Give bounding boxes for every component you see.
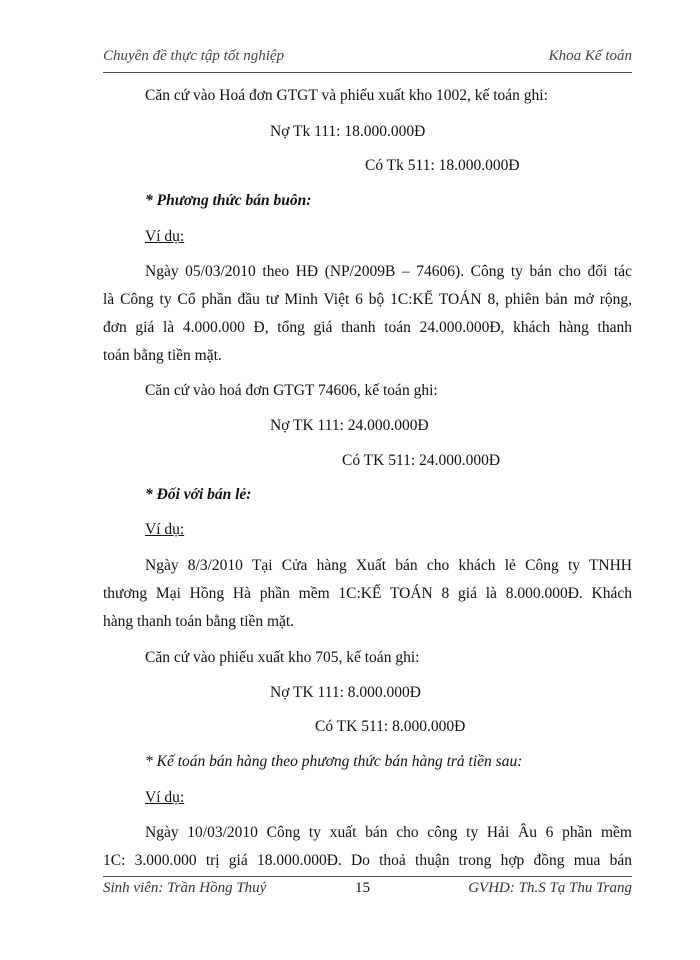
header-department: Khoa Kế toán xyxy=(548,48,632,64)
paragraph-line: Ngày 10/03/2010 Công ty xuất bán cho công ty Hải Âu 6 phần mềm xyxy=(145,824,632,841)
paragraph-line: thương Mại Hồng Hà phần mềm 1C:KẾ TOÁN 8 giá là 8.000.000Đ. Khách xyxy=(103,585,632,602)
section-heading: * Kế toán bán hàng theo phương thức bán hàng trả tiền sau: xyxy=(145,753,523,770)
footer-rule xyxy=(103,876,632,877)
debit-entry: Nợ Tk 111: 18.000.000Đ xyxy=(270,123,426,140)
paragraph-line: Ngày 05/03/2010 theo HĐ (NP/2009B – 74606). Công ty bán cho đối tác xyxy=(145,263,632,280)
example-label: Ví dụ: xyxy=(145,521,185,538)
page-footer xyxy=(103,880,632,902)
paragraph-line: 1C: 3.000.000 trị giá 18.000.000Đ. Do thoả thuận trong hợp đồng mua bán xyxy=(103,852,632,869)
paragraph-line: đơn giá là 4.000.000 Đ, tổng giá thanh toán 24.000.000Đ, khách hàng thanh xyxy=(103,319,632,336)
paragraph-line: Ngày 8/3/2010 Tại Cửa hàng Xuất bán cho khách lẻ Công ty TNHH xyxy=(145,557,632,574)
paragraph-line: hàng thanh toán bằng tiền mặt. xyxy=(103,613,295,630)
footer-student: Sinh viên: Trần Hồng Thuý xyxy=(103,880,267,896)
page-number: 15 xyxy=(355,880,370,896)
section-heading: * Phương thức bán buôn: xyxy=(145,192,312,209)
text-line: Căn cứ vào hoá đơn GTGT 74606, kế toán ghi: xyxy=(145,382,438,399)
debit-entry: Nợ TK 111: 24.000.000Đ xyxy=(270,417,429,434)
paragraph-line: là Công ty Cổ phần đầu tư Minh Việt 6 bộ 1C:KẾ TOÁN 8, phiên bản mở rộng, xyxy=(103,291,632,308)
example-label: Ví dụ: xyxy=(145,228,185,245)
paragraph-line: toán bằng tiền mặt. xyxy=(103,347,222,364)
header-title: Chuyên đề thực tập tốt nghiệp xyxy=(103,48,285,64)
credit-entry: Có TK 511: 24.000.000Đ xyxy=(342,452,501,469)
credit-entry: Có TK 511: 8.000.000Đ xyxy=(315,718,466,735)
example-label: Ví dụ: xyxy=(145,789,185,806)
text-line: Căn cứ vào phiếu xuất kho 705, kế toán ghi: xyxy=(145,649,420,666)
header-rule xyxy=(103,72,632,73)
page-header xyxy=(103,48,632,70)
footer-supervisor: GVHD: Th.S Tạ Thu Trang xyxy=(468,880,632,896)
section-heading: * Đối với bán lẻ: xyxy=(145,486,252,503)
text-line: Căn cứ vào Hoá đơn GTGT và phiếu xuất kho 1002, kế toán ghi: xyxy=(145,87,548,104)
credit-entry: Có Tk 511: 18.000.000Đ xyxy=(365,157,520,174)
debit-entry: Nợ TK 111: 8.000.000Đ xyxy=(270,684,421,701)
